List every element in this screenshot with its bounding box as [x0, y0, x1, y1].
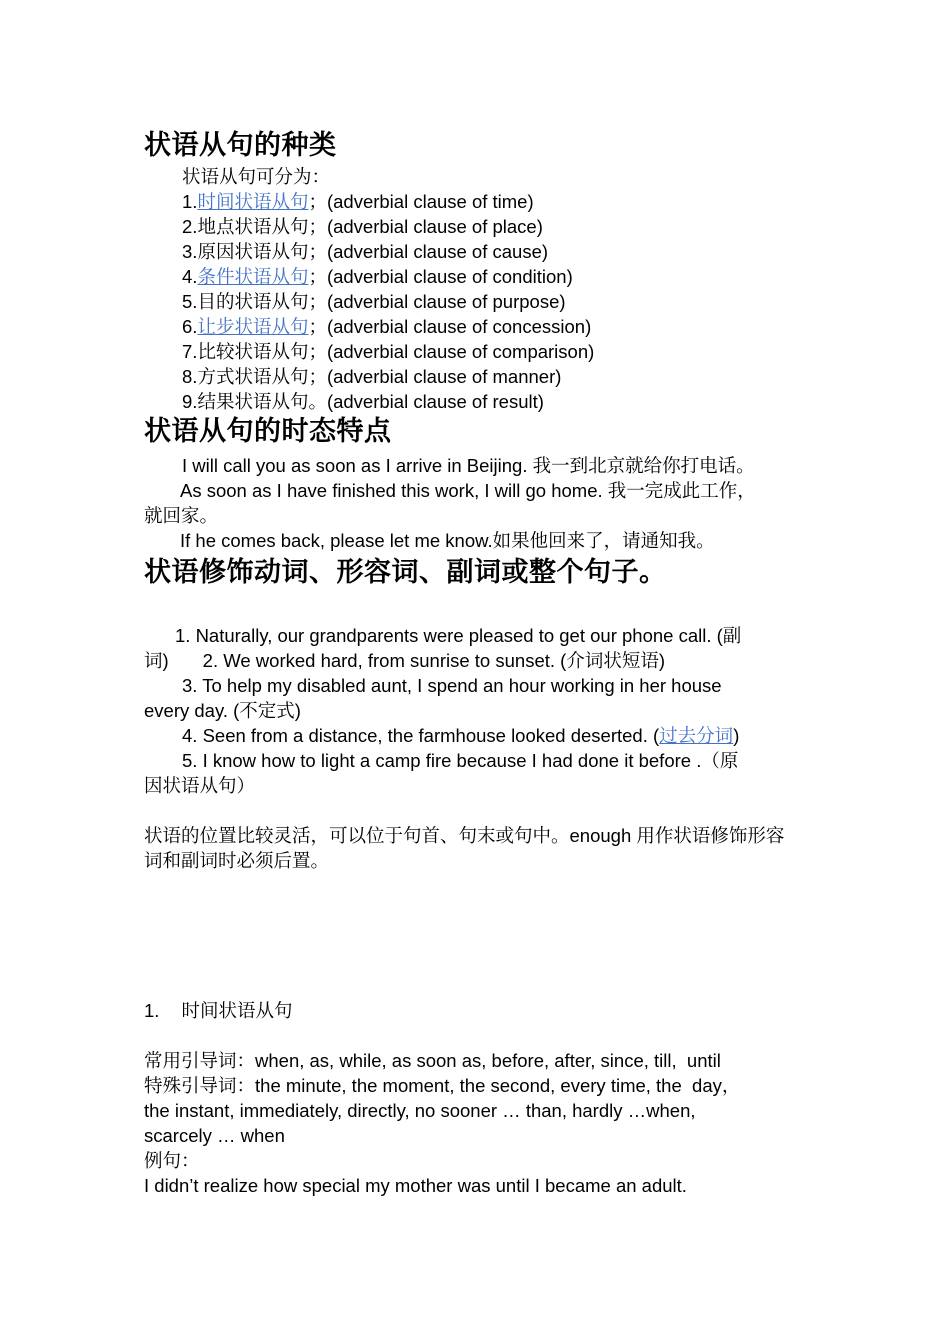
section-heading-tense: 状语从句的时态特点: [144, 416, 392, 447]
clause-type-text: 方式状语从句；(adverbial clause of manner): [197, 366, 562, 387]
clause-type-text: 原因状语从句；(adverbial clause of cause): [197, 241, 549, 262]
time-clause-title-text: 时间状语从句: [181, 1000, 293, 1021]
common-conjunctions: [144, 1048, 814, 1073]
clause-type-item: [144, 214, 814, 239]
clause-type-number: 4.: [182, 266, 198, 287]
modifier-example-3-line1: 3. To help my disabled aunt, I spend an hour working in her house: [182, 675, 722, 696]
clause-type-number: 9.: [182, 391, 198, 412]
time-clause-title: [144, 998, 814, 1023]
clause-type-number: 7.: [182, 341, 198, 362]
clause-type-item: [144, 289, 814, 314]
clause-type-number: 5.: [182, 291, 198, 312]
position-note-line2: 词和副词时必须后置。: [144, 850, 330, 871]
types-intro: 状语从句可分为：: [182, 166, 331, 187]
clause-type-number: 3.: [182, 241, 198, 262]
clause-type-link[interactable]: 让步状语从句: [197, 316, 309, 337]
modifier-example-4: [144, 723, 814, 748]
clause-type-item: [144, 264, 814, 289]
special-conjunctions-line1: [144, 1073, 814, 1098]
clause-type-item: [144, 314, 814, 339]
common-conjunctions-label: 常用引导词：: [144, 1050, 256, 1071]
clause-type-number: 1.: [182, 191, 198, 212]
section-heading-types: 状语从句的种类: [144, 130, 337, 161]
document-page: [144, 128, 814, 1198]
clause-type-text: ；(adverbial clause of time): [308, 191, 534, 212]
clause-type-item: [144, 389, 814, 414]
types-list: [144, 189, 814, 414]
position-note-line1: 状语的位置比较灵活，可以位于句首、句末或句中。enough 用作状语修饰形容: [144, 825, 785, 846]
modifier-example-1-2-line: [144, 648, 814, 673]
clause-type-item: [144, 339, 814, 364]
modifier-example-3-line2: every day. (不定式): [144, 700, 301, 721]
clause-type-text: 目的状语从句；(adverbial clause of purpose): [197, 291, 566, 312]
clause-type-item: [144, 364, 814, 389]
modifier-example-5-line1: 5. I know how to light a camp fire because I had done it before .（原: [182, 750, 739, 771]
clause-type-text: ；(adverbial clause of condition): [308, 266, 573, 287]
special-conjunctions-line2: the instant, immediately, directly, no sooner … than, hardly …when,: [144, 1100, 696, 1121]
clause-type-text: 地点状语从句；(adverbial clause of place): [197, 216, 543, 237]
modifier-example-4-text: 4. Seen from a distance, the farmhouse looked deserted. (: [182, 725, 660, 746]
special-conjunctions-line3: scarcely … when: [144, 1125, 285, 1146]
clause-type-number: 8.: [182, 366, 198, 387]
clause-type-link[interactable]: 条件状语从句: [197, 266, 309, 287]
clause-type-item: [144, 239, 814, 264]
modifier-example-1-line1: 1. Naturally, our grandparents were pleased to get our phone call. (副: [175, 625, 742, 646]
modifier-example-2: 2. We worked hard, from sunrise to sunset. (介词状短语): [202, 650, 665, 671]
modifier-example-4-close: ): [733, 725, 740, 746]
example-label: 例句：: [144, 1150, 200, 1171]
clause-type-text: ；(adverbial clause of concession): [308, 316, 592, 337]
tense-example-3: If he comes back, please let me know.如果他回来了，请通知我。: [180, 530, 715, 551]
time-clause-example: I didn’t realize how special my mother was until I became an adult.: [144, 1175, 687, 1196]
special-conjunctions-label: 特殊引导词：: [144, 1075, 256, 1096]
common-conjunctions-words: when, as, while, as soon as, before, after, since, till, until: [255, 1050, 721, 1071]
special-conjunctions-words-1: the minute, the moment, the second, every time, the day，: [255, 1075, 741, 1096]
tense-example-1: I will call you as soon as I arrive in Beijing. 我一到北京就给你打电话。: [182, 455, 755, 476]
clause-type-item: [144, 189, 814, 214]
clause-type-text: 比较状语从句；(adverbial clause of comparison): [197, 341, 595, 362]
clause-type-number: 2.: [182, 216, 198, 237]
time-clause-number: 1.: [144, 1000, 160, 1021]
clause-type-text: 结果状语从句。(adverbial clause of result): [197, 391, 544, 412]
clause-type-number: 6.: [182, 316, 198, 337]
section-heading-modifiers: 状语修饰动词、形容词、副词或整个句子。: [144, 557, 667, 588]
modifier-example-5-line2: 因状语从句）: [144, 775, 256, 796]
clause-type-link[interactable]: 时间状语从句: [197, 191, 309, 212]
tense-example-2-line1: As soon as I have finished this work, I will go home. 我一完成此工作，: [180, 480, 756, 501]
past-participle-link[interactable]: 过去分词: [659, 725, 734, 746]
tense-example-2-line2: 就回家。: [144, 505, 219, 526]
modifier-example-1-line2: 词): [144, 650, 169, 671]
